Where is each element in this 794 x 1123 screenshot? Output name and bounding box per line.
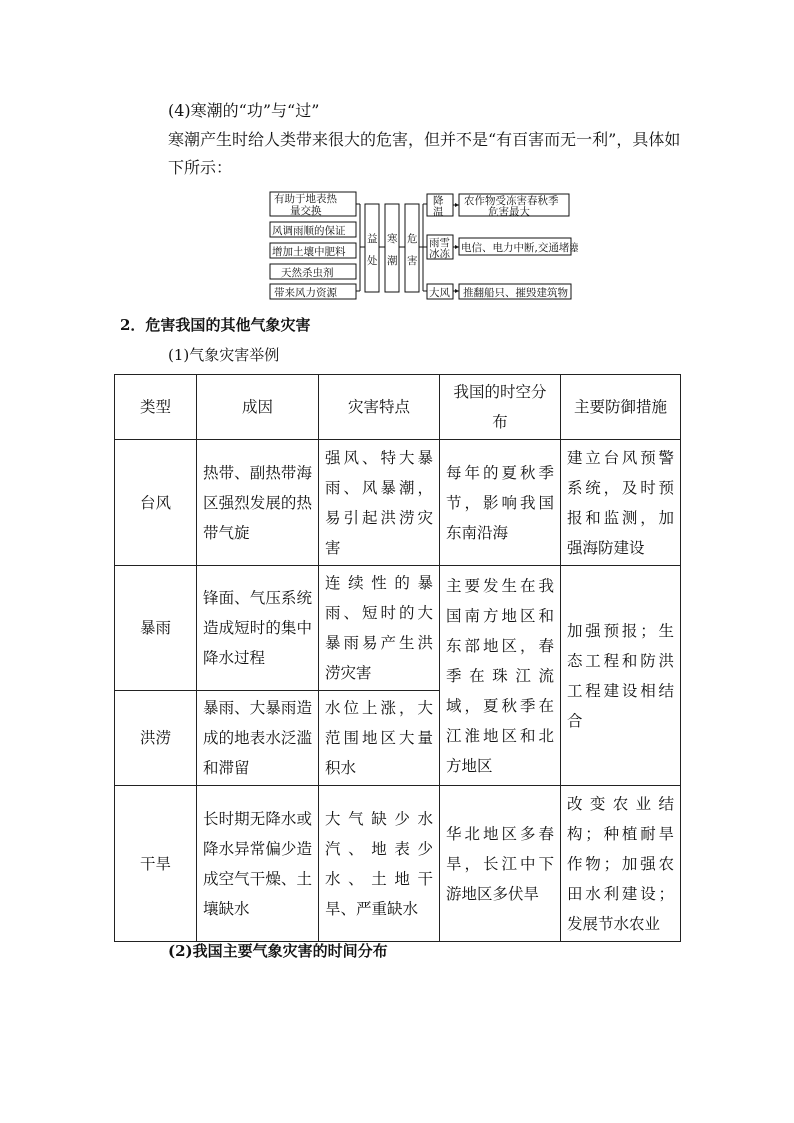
row-type: 暴雨 [115,566,197,691]
harm-label-1: 危 [407,233,418,245]
harm-type-2b: 冰冻 [429,248,450,260]
row-distribution: 华北地区多春旱，长江中下游地区多伏旱 [440,786,561,942]
row-type: 台风 [115,440,197,566]
row-cause: 热带、副热带海区强烈发展的热带气旋 [197,440,319,566]
harm-type-1a: 降 [433,195,444,207]
row-measures: 建立台风预警系统，及时预报和监测，加强海防建设 [561,440,681,566]
row-cause: 暴雨、大暴雨造成的地表水泛滥和滞留 [197,691,319,786]
section-4-paragraph: 寒潮产生时给人类带来很大的危害，但并不是“有百害而无一利”，具体如下所示： [168,130,681,177]
subsection-1-title: (1)气象灾害举例 [168,346,280,364]
table-row [115,440,681,566]
benefit-text-2: 风调雨顺的保证 [272,225,346,237]
effect-2: 电信、电力中断,交通堵塞 [461,242,578,254]
center-label-box [385,204,399,292]
cold-wave-diagram [268,190,578,302]
section-4-heading: (4)寒潮的“功”与“过” [168,101,320,120]
harm-label-2: 害 [407,255,418,267]
table-row [115,566,681,691]
header-cause: 成因 [197,375,319,440]
center-label-1: 寒 [387,233,398,245]
effect-1b: 危害最大 [488,206,530,218]
row-feature: 强风、特大暴雨、风暴潮，易引起洪涝灾害 [319,440,440,566]
benefit-text-3: 增加土壤中肥料 [272,246,346,258]
row-feature: 水位上涨，大范围地区大量积水 [319,691,440,786]
row-feature: 大气缺少水汽、地表少水、土地干旱、严重缺水 [319,786,440,942]
benefit-label-1: 益 [367,233,378,245]
row-measures: 改变农业结构；种植耐旱作物；加强农田水利建设；发展节水农业 [561,786,681,942]
merged-measures: 加强预报；生态工程和防洪工程建设相结合 [561,566,681,786]
harm-type-1b: 温 [433,206,444,218]
row-cause: 长时期无降水或降水异常偏少造成空气干燥、土壤缺水 [197,786,319,942]
header-measures: 主要防御措施 [561,375,681,440]
table-header-row [115,375,681,440]
benefit-label-box [365,204,379,292]
row-feature: 连续性的暴雨、短时的大暴雨易产生洪涝灾害 [319,566,440,691]
center-label-2: 潮 [387,255,398,267]
benefit-text-4: 天然杀虫剂 [281,267,334,279]
subsection-2-title: (2)我国主要气象灾害的时间分布 [168,942,388,960]
disaster-table [114,374,681,942]
header-distribution: 我国的时空分布 [440,375,561,440]
benefit-text-5: 带来风力资源 [274,287,337,299]
effect-3: 推翻船只、摧毁建筑物 [463,287,568,299]
harm-type-3: 大风 [429,287,450,299]
merged-distribution: 主要发生在我国南方地区和东部地区，春季在珠江流域，夏秋季在江淮地区和北方地区 [440,566,561,786]
row-type: 干旱 [115,786,197,942]
row-distribution: 每年的夏秋季节，影响我国东南沿海 [440,440,561,566]
harm-label-box [405,204,419,292]
effect-1a: 农作物受冻害春秋季 [464,195,559,207]
benefit-label-2: 处 [367,255,378,267]
harm-type-2a: 雨雪 [429,237,450,249]
benefit-text-1b: 量交换 [290,205,322,217]
row-type: 洪涝 [115,691,197,786]
header-type: 类型 [115,375,197,440]
section-2-title: 2．危害我国的其他气象灾害 [120,316,311,334]
table-row [115,786,681,942]
row-cause: 锋面、气压系统造成短时的集中降水过程 [197,566,319,691]
header-feature: 灾害特点 [319,375,440,440]
benefit-text-1a: 有助于地表热 [274,193,337,205]
